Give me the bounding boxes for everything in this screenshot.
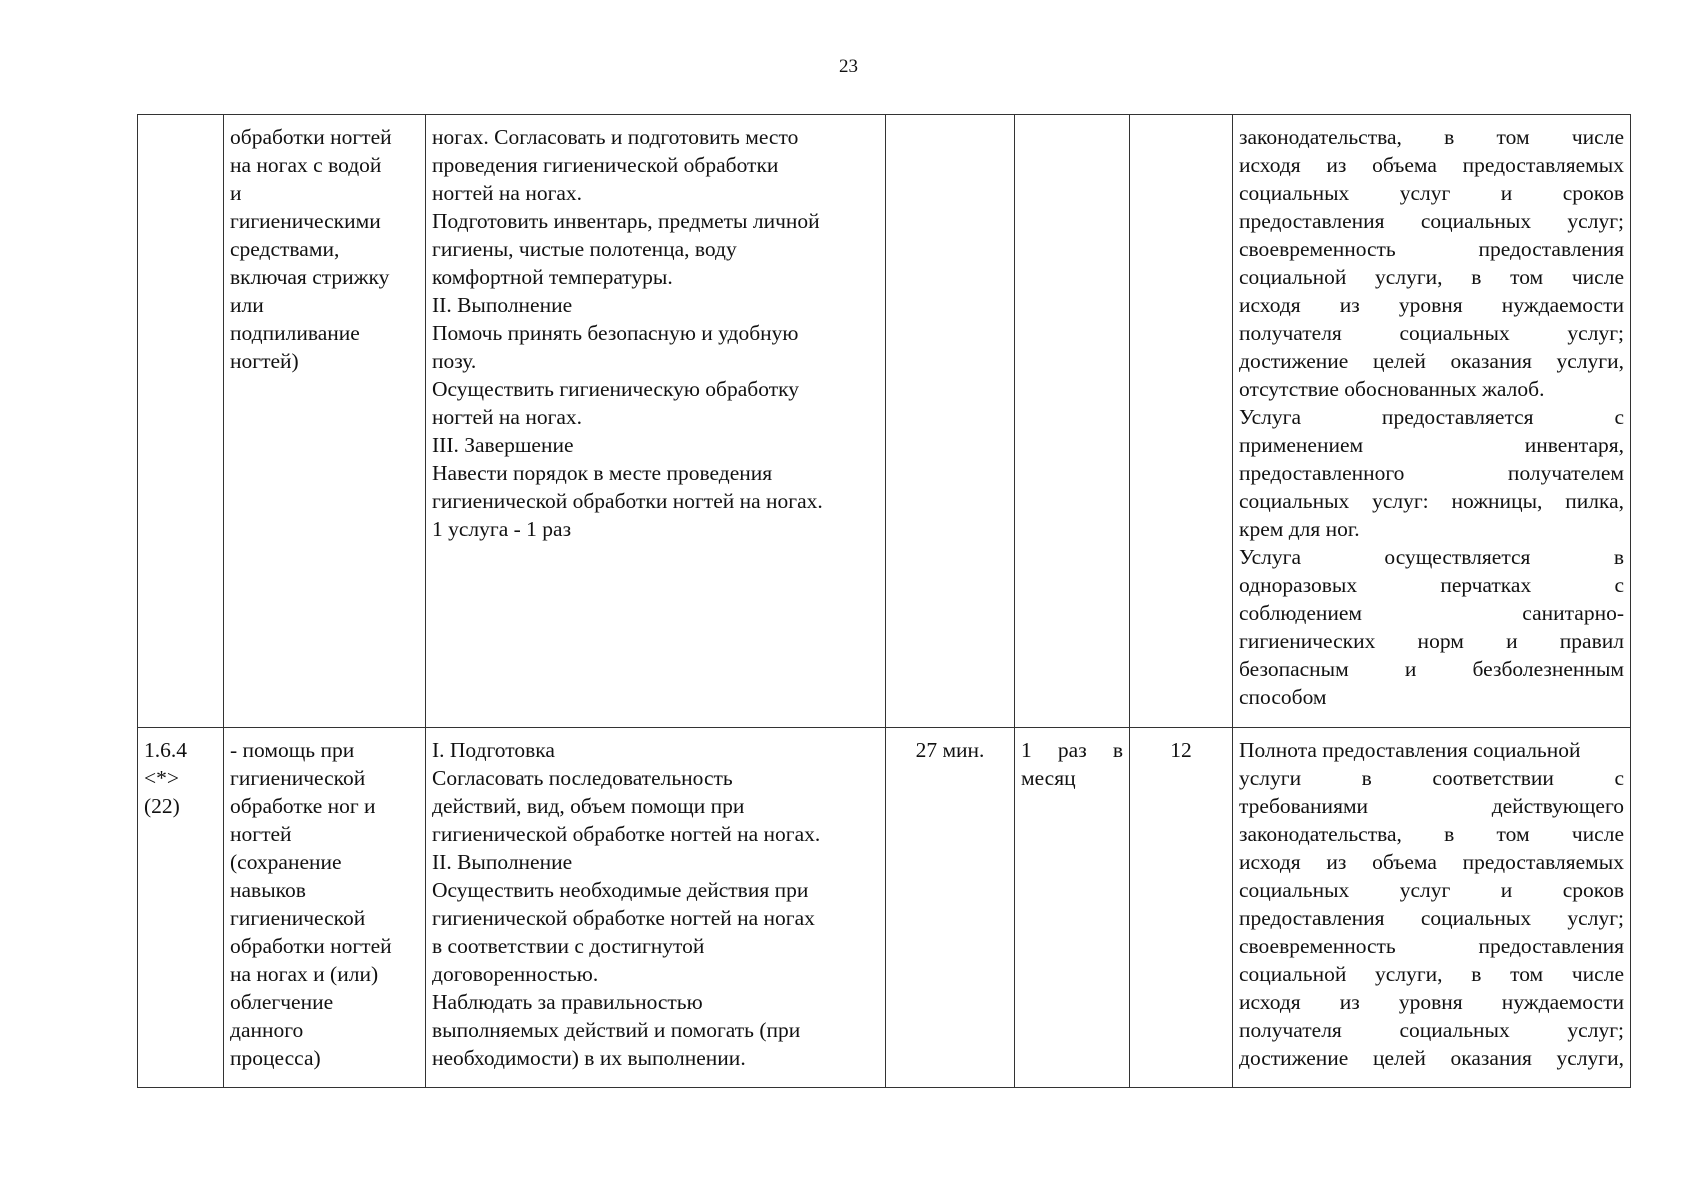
cell-time xyxy=(886,728,1015,1088)
cell-text-line: Полнота предоставления социальной xyxy=(1239,738,1581,762)
cell-text-line: социальных услуг и сроков xyxy=(1239,181,1624,205)
cell-text-line: применением инвентаря, xyxy=(1239,433,1624,457)
cell-text-line: средствами, xyxy=(230,237,340,261)
cell-text-line: 1 услуга - 1 раз xyxy=(432,517,572,541)
cell-quality xyxy=(1233,115,1631,728)
cell-text-line: своевременность предоставления xyxy=(1239,934,1624,958)
cell-text-line: услуги в соответствии с xyxy=(1239,766,1624,790)
cell-text-line: социальных услуг: ножницы, пилка, xyxy=(1239,489,1624,513)
cell-text-line: процесса) xyxy=(230,1046,321,1070)
cell-text-line: Осуществить необходимые действия при xyxy=(432,878,809,902)
table-row xyxy=(138,728,1631,1088)
cell-text-line: (22) xyxy=(144,794,180,818)
cell-text-line: социальной услуги, в том числе xyxy=(1239,265,1624,289)
cell-text-line: достижение целей оказания услуги, xyxy=(1239,349,1624,373)
cell-text-line: обработке ног и xyxy=(230,794,376,818)
cell-text-line: Услуга осуществляется в xyxy=(1239,545,1624,569)
cell-text-line: ногтей на ногах. xyxy=(432,405,583,429)
cell-number xyxy=(138,115,224,728)
cell-text-line: Подготовить инвентарь, предметы личной xyxy=(432,209,820,233)
cell-service-name xyxy=(224,115,426,728)
cell-text-line: безопасным и безболезненным xyxy=(1239,657,1624,681)
cell-text-line: предоставленного получателем xyxy=(1239,461,1624,485)
cell-time xyxy=(886,115,1015,728)
cell-text-line: II. Выполнение xyxy=(432,293,573,317)
cell-text-line: Осуществить гигиеническую обработку xyxy=(432,377,799,401)
cell-text-line: способом xyxy=(1239,685,1327,709)
cell-text-line: проведения гигиенической обработки xyxy=(432,153,779,177)
cell-text-line: 27 мин. xyxy=(915,738,985,762)
cell-text-line: обработки ногтей xyxy=(230,125,392,149)
cell-text-line: позу. xyxy=(432,349,477,373)
cell-text-line: выполняемых действий и помогать (при xyxy=(432,1018,801,1042)
cell-text-line: обработки ногтей xyxy=(230,934,392,958)
cell-text-line: гигиенической xyxy=(230,906,366,930)
cell-text-line: Услуга предоставляется с xyxy=(1239,405,1624,429)
cell-text-line: соблюдением санитарно- xyxy=(1239,601,1624,625)
cell-text-line: исходя из уровня нуждаемости xyxy=(1239,990,1624,1014)
cell-text-line: 1 раз в xyxy=(1021,738,1123,762)
cell-text-line: или xyxy=(230,293,264,317)
cell-text-line: навыков xyxy=(230,878,306,902)
cell-text-line: гигиены, чистые полотенца, воду xyxy=(432,237,737,261)
cell-text-line: Навести порядок в месте проведения xyxy=(432,461,773,485)
cell-count xyxy=(1130,728,1233,1088)
cell-text-line: Согласовать последовательность xyxy=(432,766,733,790)
cell-text-line: исходя из объема предоставляемых xyxy=(1239,850,1624,874)
cell-text-line: достижение целей оказания услуги, xyxy=(1239,1046,1624,1070)
cell-text-line: договоренностью. xyxy=(432,962,599,986)
cell-text-line: 12 xyxy=(1170,738,1192,762)
cell-text-line: Наблюдать за правильностью xyxy=(432,990,703,1014)
cell-text-line: <*> xyxy=(144,766,180,790)
cell-text-line: предоставления социальных услуг; xyxy=(1239,906,1624,930)
cell-text-line: социальной услуги, в том числе xyxy=(1239,962,1624,986)
cell-text-line: гигиенической обработке ногтей на ногах. xyxy=(432,822,821,846)
cell-text-line: II. Выполнение xyxy=(432,850,573,874)
cell-text-line: действий, вид, объем помощи при xyxy=(432,794,745,818)
cell-text-line: на ногах с водой xyxy=(230,153,382,177)
cell-text-line: гигиенической обработки ногтей на ногах. xyxy=(432,489,823,513)
cell-text-line: на ногах и (или) xyxy=(230,962,379,986)
cell-text-line: социальных услуг и сроков xyxy=(1239,878,1624,902)
cell-quality xyxy=(1233,728,1631,1088)
cell-service-name xyxy=(224,728,426,1088)
cell-text-line: 1.6.4 xyxy=(144,738,187,762)
cell-text-line: месяц xyxy=(1021,766,1076,790)
cell-text-line: - помощь при xyxy=(230,738,355,762)
cell-procedure xyxy=(426,728,886,1088)
services-table xyxy=(137,114,1631,1088)
cell-text-line: подпиливание xyxy=(230,321,360,345)
cell-text-line: получателя социальных услуг; xyxy=(1239,321,1624,345)
cell-text-line: исходя из уровня нуждаемости xyxy=(1239,293,1624,317)
cell-text-line: комфортной температуры. xyxy=(432,265,673,289)
cell-procedure xyxy=(426,115,886,728)
cell-text-line: гигиеническими xyxy=(230,209,381,233)
cell-text-line: ногтей xyxy=(230,822,292,846)
cell-text-line: получателя социальных услуг; xyxy=(1239,1018,1624,1042)
cell-text-line: одноразовых перчатках с xyxy=(1239,573,1624,597)
cell-text-line: исходя из объема предоставляемых xyxy=(1239,153,1624,177)
cell-frequency xyxy=(1015,115,1130,728)
page-number: 23 xyxy=(839,56,858,77)
cell-text-line: ногтей) xyxy=(230,349,299,373)
cell-text-line: отсутствие обоснованных жалоб. xyxy=(1239,377,1545,401)
cell-text-line: законодательства, в том числе xyxy=(1239,822,1624,846)
cell-text-line: I. Подготовка xyxy=(432,738,555,762)
table-row xyxy=(138,115,1631,728)
cell-text-line: облегчение xyxy=(230,990,334,1014)
cell-text-line: крем для ног. xyxy=(1239,517,1360,541)
cell-text-line: требованиями действующего xyxy=(1239,794,1624,818)
cell-text-line: гигиенической обработке ногтей на ногах xyxy=(432,906,815,930)
cell-text-line: III. Завершение xyxy=(432,433,574,457)
cell-text-line: законодательства, в том числе xyxy=(1239,125,1624,149)
cell-text-line: и xyxy=(230,181,242,205)
cell-text-line: необходимости) в их выполнении. xyxy=(432,1046,746,1070)
cell-text-line: ногтей на ногах. xyxy=(432,181,583,205)
cell-text-line: в соответствии с достигнутой xyxy=(432,934,705,958)
cell-text-line: (сохранение xyxy=(230,850,342,874)
cell-frequency xyxy=(1015,728,1130,1088)
cell-text-line: предоставления социальных услуг; xyxy=(1239,209,1624,233)
cell-text-line: включая стрижку xyxy=(230,265,390,289)
cell-text-line: своевременность предоставления xyxy=(1239,237,1624,261)
cell-text-line: гигиенических норм и правил xyxy=(1239,629,1624,653)
cell-text-line: гигиенической xyxy=(230,766,366,790)
cell-text-line: данного xyxy=(230,1018,304,1042)
cell-number xyxy=(138,728,224,1088)
cell-text-line: ногах. Согласовать и подготовить место xyxy=(432,125,799,149)
cell-text-line: Помочь принять безопасную и удобную xyxy=(432,321,799,345)
cell-count xyxy=(1130,115,1233,728)
